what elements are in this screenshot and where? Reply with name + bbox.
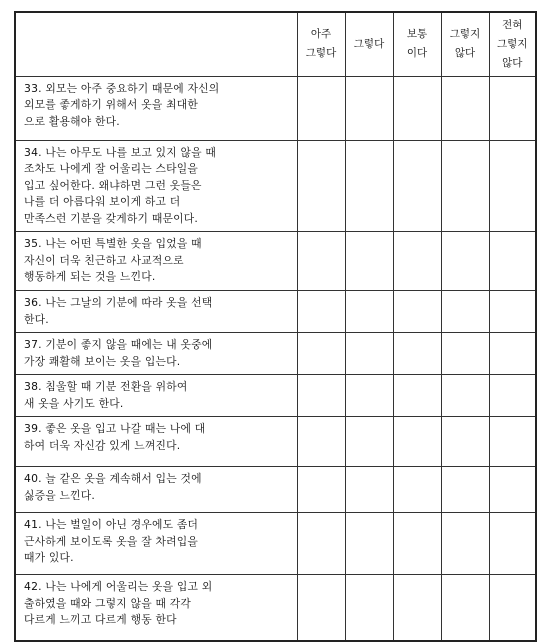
answer-cell[interactable] bbox=[345, 291, 393, 333]
answer-cell[interactable] bbox=[393, 140, 441, 232]
answer-cell[interactable] bbox=[489, 291, 536, 333]
answer-cell[interactable] bbox=[489, 232, 536, 291]
header-label-line: 않다 bbox=[454, 47, 476, 60]
question-row bbox=[15, 333, 536, 375]
answer-cell[interactable] bbox=[297, 467, 345, 513]
answer-cell[interactable] bbox=[297, 575, 345, 641]
question-line: 가장 쾌활해 보이는 옷을 입는다. bbox=[24, 354, 181, 368]
question-line: 싫증을 느낀다. bbox=[24, 488, 96, 502]
header-disagree bbox=[441, 12, 489, 76]
question-line: 하여 더욱 자신감 있게 느껴진다. bbox=[24, 438, 181, 452]
question-line: 39. 좋은 옷을 입고 나갈 때는 나에 대 bbox=[24, 422, 206, 435]
answer-cell[interactable] bbox=[441, 375, 489, 417]
answer-cell[interactable] bbox=[297, 291, 345, 333]
header-label-line: 그렇다 bbox=[305, 47, 337, 60]
answer-cell[interactable] bbox=[441, 76, 489, 140]
question-line: 새 옷을 사기도 한다. bbox=[24, 396, 124, 410]
answer-cell[interactable] bbox=[489, 513, 536, 575]
question-line: 행동하게 되는 것을 느낀다. bbox=[24, 270, 156, 283]
question-line: 나를 더 아름다워 보이게 하고 더 bbox=[24, 195, 181, 208]
header-label-line: 이다 bbox=[406, 47, 428, 60]
question-line: 37. 기분이 좋지 않을 때에는 내 옷중에 bbox=[24, 338, 213, 351]
question-line: 35. 나는 어떤 특별한 옷을 입었을 때 bbox=[24, 237, 202, 250]
question-line: 다르게 느끼고 다르게 행동 한다 bbox=[24, 613, 177, 626]
question-list bbox=[15, 76, 536, 641]
answer-cell[interactable] bbox=[393, 467, 441, 513]
question-text bbox=[15, 76, 297, 140]
header-label-line: 아주 bbox=[310, 28, 332, 41]
survey-sheet bbox=[14, 11, 535, 642]
question-line: 34. 나는 아무도 나를 보고 있지 않을 때 bbox=[24, 145, 217, 159]
answer-cell[interactable] bbox=[489, 333, 536, 375]
question-line: 때가 있다. bbox=[24, 551, 74, 564]
answer-cell[interactable] bbox=[489, 375, 536, 417]
question-line: 42. 나는 나에게 어울리는 옷을 입고 외 bbox=[24, 580, 213, 593]
question-row bbox=[15, 575, 536, 641]
answer-cell[interactable] bbox=[393, 333, 441, 375]
answer-cell[interactable] bbox=[441, 513, 489, 575]
answer-cell[interactable] bbox=[345, 417, 393, 467]
question-line: 한다. bbox=[24, 312, 49, 326]
answer-cell[interactable] bbox=[297, 417, 345, 467]
question-line: 조차도 나에게 잘 어울리는 스타일을 bbox=[24, 162, 198, 175]
answer-cell[interactable] bbox=[345, 232, 393, 291]
answer-cell[interactable] bbox=[489, 140, 536, 232]
answer-cell[interactable] bbox=[441, 575, 489, 641]
answer-cell[interactable] bbox=[393, 375, 441, 417]
header-label-line: 그렇지 bbox=[449, 28, 481, 41]
question-text bbox=[15, 232, 297, 291]
question-row bbox=[15, 232, 536, 291]
question-line: 38. 침울할 때 기분 전환을 위하여 bbox=[24, 380, 188, 393]
question-row bbox=[15, 140, 536, 232]
answer-cell[interactable] bbox=[297, 375, 345, 417]
answer-cell[interactable] bbox=[393, 291, 441, 333]
question-text bbox=[15, 467, 297, 513]
header-row bbox=[15, 12, 536, 76]
question-text bbox=[15, 333, 297, 375]
question-line: 자신이 더욱 친근하고 사교적으로 bbox=[24, 253, 184, 267]
question-line: 만족스런 기분을 갖게하기 때문이다. bbox=[24, 211, 198, 225]
question-line: 40. 늘 같은 옷을 계속해서 입는 것에 bbox=[24, 472, 202, 485]
header-agree bbox=[345, 12, 393, 76]
survey-table bbox=[14, 11, 537, 642]
header-question-cell bbox=[15, 12, 297, 76]
question-line: 외모를 좋게하기 위해서 옷을 최대한 bbox=[24, 98, 198, 111]
answer-cell[interactable] bbox=[297, 333, 345, 375]
answer-cell[interactable] bbox=[441, 467, 489, 513]
header-neutral bbox=[393, 12, 441, 76]
answer-cell[interactable] bbox=[489, 76, 536, 140]
question-row bbox=[15, 375, 536, 417]
answer-cell[interactable] bbox=[489, 467, 536, 513]
answer-cell[interactable] bbox=[441, 140, 489, 232]
answer-cell[interactable] bbox=[489, 417, 536, 467]
answer-cell[interactable] bbox=[393, 76, 441, 140]
answer-cell[interactable] bbox=[441, 417, 489, 467]
question-line: 출하였을 때와 그렇지 않을 때 각각 bbox=[24, 596, 191, 610]
header-label-line: 그렇다 bbox=[353, 37, 385, 50]
question-line: 41. 나는 벌일이 아닌 경우에도 좀더 bbox=[24, 518, 199, 531]
question-line: 으로 활용해야 한다. bbox=[24, 114, 120, 128]
answer-cell[interactable] bbox=[393, 575, 441, 641]
answer-cell[interactable] bbox=[441, 232, 489, 291]
question-text bbox=[15, 140, 297, 232]
question-text bbox=[15, 417, 297, 467]
answer-cell[interactable] bbox=[345, 575, 393, 641]
question-line: 33. 외모는 아주 중요하기 때문에 자신의 bbox=[24, 81, 220, 95]
question-row bbox=[15, 291, 536, 333]
answer-cell[interactable] bbox=[345, 76, 393, 140]
question-row bbox=[15, 467, 536, 513]
question-text bbox=[15, 375, 297, 417]
header-label-line: 않다 bbox=[502, 56, 523, 69]
answer-cell[interactable] bbox=[345, 140, 393, 232]
question-row bbox=[15, 417, 536, 467]
question-text bbox=[15, 513, 297, 575]
header-label-line: 보통 bbox=[406, 28, 428, 41]
question-row bbox=[15, 76, 536, 140]
answer-cell[interactable] bbox=[297, 76, 345, 140]
header-strongly-agree bbox=[297, 12, 345, 76]
question-text bbox=[15, 575, 297, 641]
answer-cell[interactable] bbox=[393, 417, 441, 467]
answer-cell[interactable] bbox=[345, 467, 393, 513]
answer-cell[interactable] bbox=[441, 291, 489, 333]
answer-cell[interactable] bbox=[393, 232, 441, 291]
answer-cell[interactable] bbox=[297, 232, 345, 291]
answer-cell[interactable] bbox=[441, 333, 489, 375]
header-label-line: 그렇지 bbox=[497, 37, 528, 50]
header-strongly-disagree bbox=[489, 12, 536, 76]
answer-cell[interactable] bbox=[393, 513, 441, 575]
answer-cell[interactable] bbox=[345, 375, 393, 417]
answer-cell[interactable] bbox=[297, 140, 345, 232]
question-line: 36. 나는 그날의 기분에 따라 옷을 선택 bbox=[24, 296, 213, 309]
answer-cell[interactable] bbox=[345, 513, 393, 575]
answer-cell[interactable] bbox=[489, 575, 536, 641]
question-line: 입고 싶어한다. 왜냐하면 그런 옷들은 bbox=[24, 178, 202, 192]
answer-cell[interactable] bbox=[297, 513, 345, 575]
header-label-line: 전혀 bbox=[502, 18, 523, 31]
answer-cell[interactable] bbox=[345, 333, 393, 375]
question-line: 근사하게 보이도록 옷을 잘 차려입을 bbox=[24, 534, 198, 548]
question-row bbox=[15, 513, 536, 575]
question-text bbox=[15, 291, 297, 333]
